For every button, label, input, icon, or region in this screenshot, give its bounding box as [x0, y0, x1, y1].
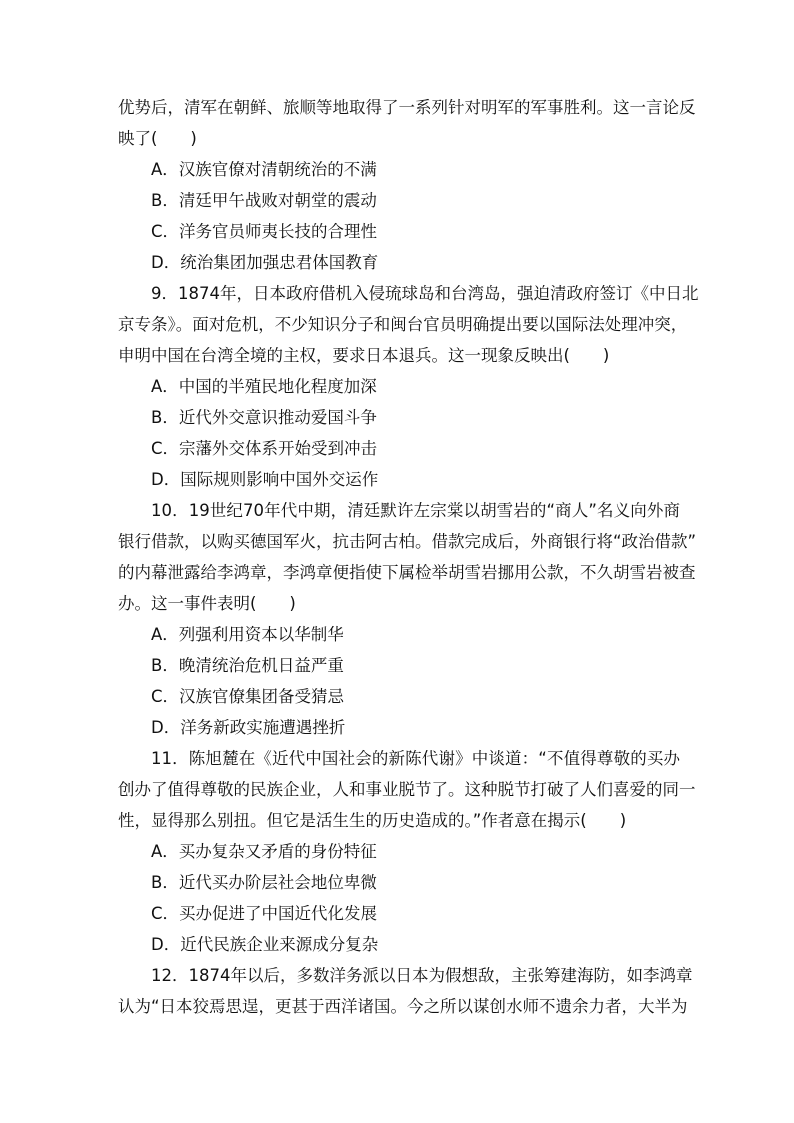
question-text-line: 12．1874年以后，多数洋务派以日本为假想敌，主张筹建海防，如李鸿章 [151, 966, 693, 985]
question-text-line: 认为“日本狡焉思逞，更甚于西洋诸国。今之所以谋创水师不遗余力者，大半为 [118, 997, 688, 1016]
option-a: A．中国的半殖民地化程度加深 [151, 377, 377, 396]
question-text-line: 办。这一事件表明( ) [118, 594, 296, 613]
option-d: D．国际规则影响中国外交运作 [151, 470, 379, 489]
document-page [118, 92, 699, 1022]
option-c: C．洋务官员师夷长技的合理性 [151, 222, 378, 241]
question-text-line: 京专条》。面对危机，不少知识分子和闽台官员明确提出要以国际法处理冲突， [118, 315, 688, 334]
question-text-line: 11．陈旭麓在《近代中国社会的新陈代谢》中谈道：“不值得尊敬的买办 [151, 749, 680, 768]
option-d: D．统治集团加强忠君体国教育 [151, 253, 379, 272]
option-a: A．买办复杂又矛盾的身份特征 [151, 842, 377, 861]
option-b: B．晚清统治危机日益严重 [151, 656, 344, 675]
question-text-line: 9．1874年，日本政府借机入侵琉球岛和台湾岛，强迫清政府签订《中日北 [151, 284, 699, 303]
question-11 [118, 743, 696, 960]
option-b: B．近代外交意识推动爱国斗争 [151, 408, 377, 427]
question-10 [118, 495, 697, 743]
question-text-line: 银行借款，以购买德国军火，抗击阿古柏。借款完成后，外商银行将“政治借款” [118, 532, 697, 551]
option-d: D．近代民族企业来源成分复杂 [151, 935, 379, 954]
option-c: C．汉族官僚集团备受猜忌 [151, 687, 345, 706]
option-b: B．近代买办阶层社会地位卑微 [151, 873, 377, 892]
option-c: C．宗藩外交体系开始受到冲击 [151, 439, 378, 458]
question-text-line: 申明中国在台湾全境的主权，要求日本退兵。这一现象反映出( ) [118, 346, 610, 365]
question-text-line: 性，显得那么别扭。但它是活生生的历史造成的。”作者意在揭示( ) [118, 811, 627, 830]
option-d: D．洋务新政实施遭遇挫折 [151, 718, 346, 737]
question-text-line: 优势后，清军在朝鲜、旅顺等地取得了一系列针对明军的军事胜利。这一言论反 [118, 98, 696, 117]
option-a: A．汉族官僚对清朝统治的不满 [151, 160, 377, 179]
question-text-line: 创办了值得尊敬的民族企业，人和事业脱节了。这种脱节打破了人们喜爱的同一 [118, 780, 696, 799]
option-b: B．清廷甲午战败对朝堂的震动 [151, 191, 377, 210]
option-a: A．列强利用资本以华制华 [151, 625, 344, 644]
question-text-line: 的内幕泄露给李鸿章，李鸿章便指使下属检举胡雪岩挪用公款，不久胡雪岩被查 [118, 563, 696, 582]
question-text-line: 10．19世纪70年代中期，清廷默许左宗棠以胡雪岩的“商人”名义向外商 [151, 501, 680, 520]
question-12 [118, 960, 693, 1022]
option-c: C．买办促进了中国近代化发展 [151, 904, 378, 923]
question-text-line: 映了( ) [118, 129, 197, 148]
question-8-continuation [118, 92, 696, 278]
question-9 [118, 278, 699, 495]
